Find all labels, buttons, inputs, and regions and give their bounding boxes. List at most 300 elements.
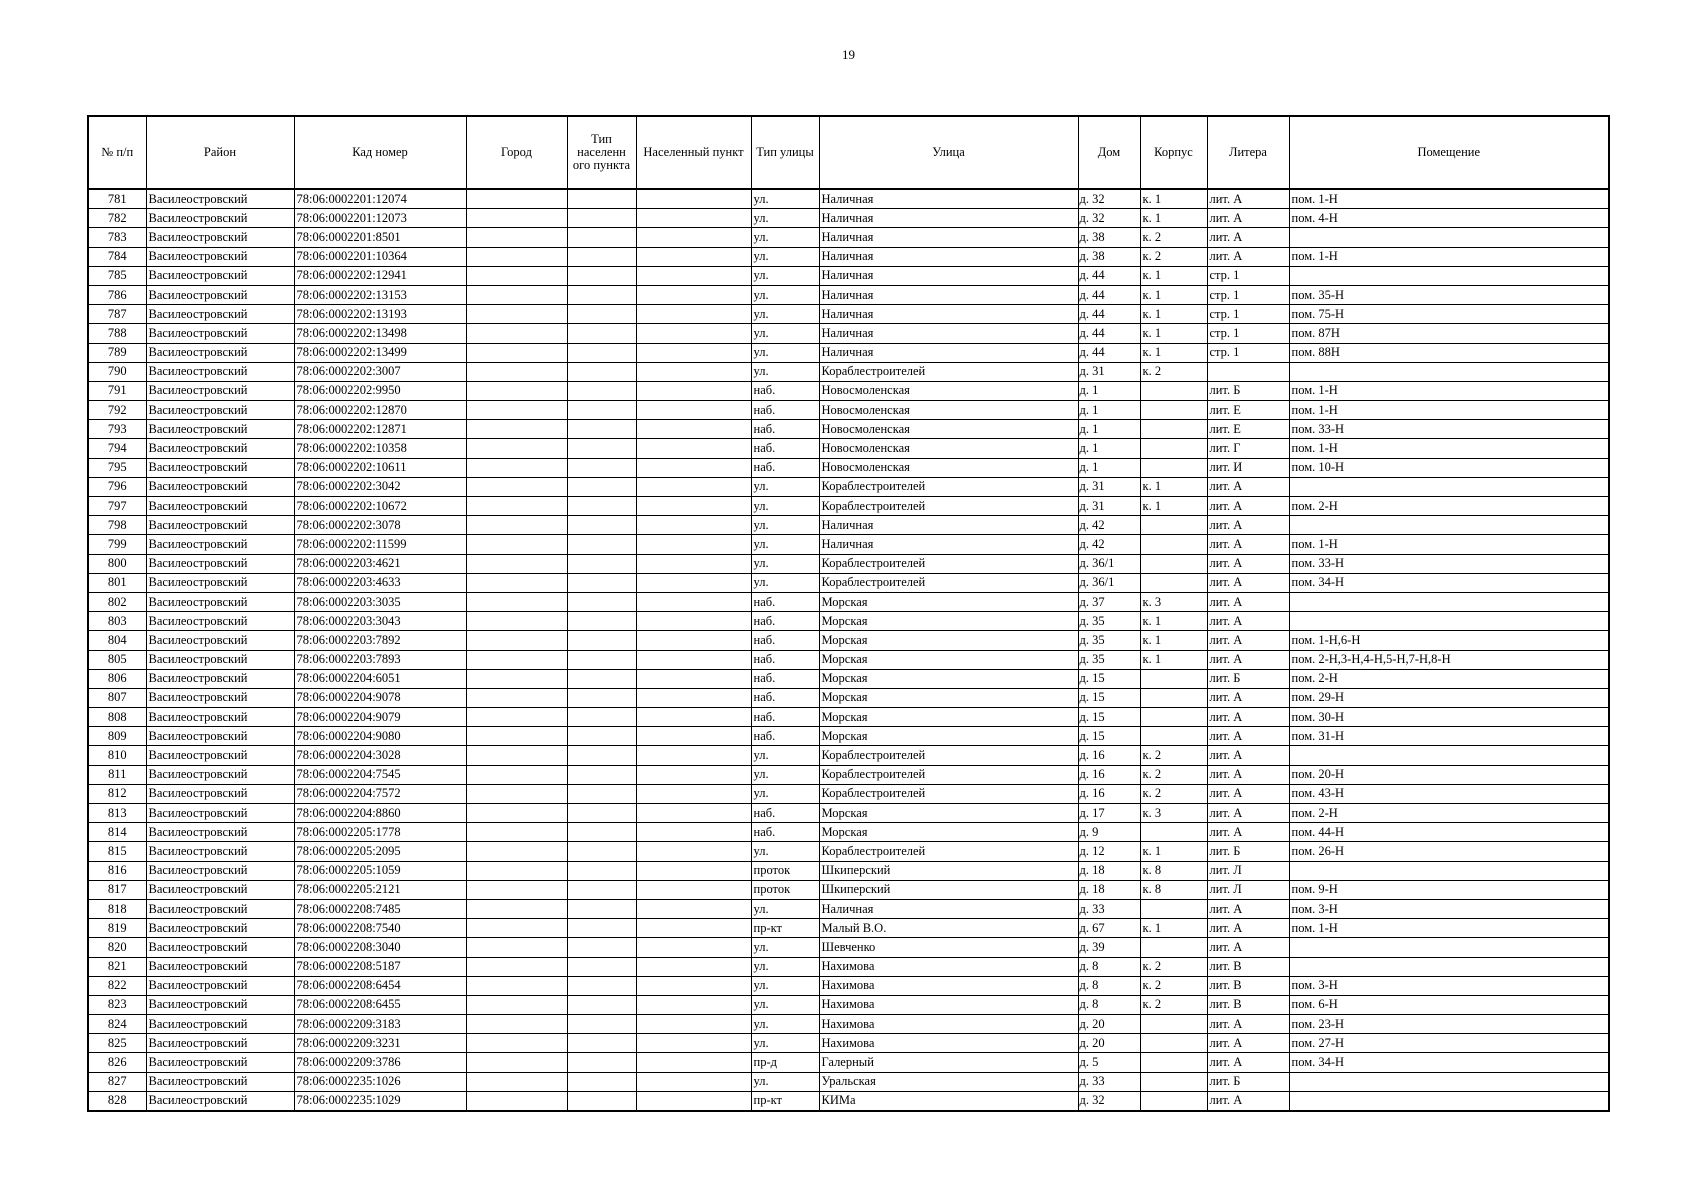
cell-cad: 78:06:0002202:10611 (294, 458, 466, 477)
cell-letter: лит. Б (1207, 1072, 1289, 1091)
cell-street: Наличная (819, 535, 1078, 554)
cell-letter: лит. А (1207, 823, 1289, 842)
cell-house: д. 15 (1078, 688, 1140, 707)
cell-letter: лит. А (1207, 804, 1289, 823)
cell-street: Нахимова (819, 957, 1078, 976)
cell-letter: лит. А (1207, 1015, 1289, 1034)
cell-district: Василеостровский (146, 823, 294, 842)
cell-building (1140, 535, 1207, 554)
cell-num: 808 (88, 708, 146, 727)
cell-settlement (636, 784, 751, 803)
table-row (88, 746, 1609, 765)
cell-district: Василеостровский (146, 1034, 294, 1053)
cell-building: к. 1 (1140, 842, 1207, 861)
cell-street_type: наб. (751, 688, 819, 707)
cell-house: д. 32 (1078, 209, 1140, 228)
table-row (88, 727, 1609, 746)
cell-house: д. 44 (1078, 343, 1140, 362)
cell-cad: 78:06:0002202:3007 (294, 362, 466, 381)
cell-city (466, 1053, 567, 1072)
table-row (88, 381, 1609, 400)
cell-city (466, 1091, 567, 1111)
cell-premises: пом. 6-Н (1289, 995, 1609, 1014)
cell-premises: пом. 1-Н (1289, 401, 1609, 420)
cell-street: Морская (819, 708, 1078, 727)
cell-district: Василеостровский (146, 381, 294, 400)
cell-cad: 78:06:0002202:13499 (294, 343, 466, 362)
cell-letter: лит. Б (1207, 669, 1289, 688)
cell-district: Василеостровский (146, 765, 294, 784)
cell-premises: пом. 1-Н (1289, 189, 1609, 209)
cell-street_type: ул. (751, 1034, 819, 1053)
cell-cad: 78:06:0002204:7545 (294, 765, 466, 784)
table-row (88, 228, 1609, 247)
cell-street: Новосмоленская (819, 420, 1078, 439)
table-row (88, 976, 1609, 995)
cell-cad: 78:06:0002204:9079 (294, 708, 466, 727)
cell-num: 803 (88, 612, 146, 631)
cell-num: 823 (88, 995, 146, 1014)
cell-settlement (636, 477, 751, 496)
cell-settlement_type (567, 381, 636, 400)
cell-settlement_type (567, 631, 636, 650)
table-row (88, 343, 1609, 362)
cell-premises (1289, 477, 1609, 496)
cell-num: 784 (88, 247, 146, 266)
cell-letter: лит. Б (1207, 381, 1289, 400)
cell-house: д. 33 (1078, 1072, 1140, 1091)
cell-cad: 78:06:0002202:12941 (294, 266, 466, 285)
cell-letter: лит. А (1207, 554, 1289, 573)
column-header-district: Район (146, 116, 294, 189)
cell-letter: лит. А (1207, 612, 1289, 631)
cell-street_type: проток (751, 880, 819, 899)
cell-settlement_type (567, 228, 636, 247)
cell-district: Василеостровский (146, 919, 294, 938)
cell-settlement (636, 995, 751, 1014)
cell-num: 826 (88, 1053, 146, 1072)
cell-city (466, 228, 567, 247)
cell-street_type: наб. (751, 420, 819, 439)
cell-premises: пом. 20-Н (1289, 765, 1609, 784)
cell-street_type: ул. (751, 343, 819, 362)
cell-building: к. 2 (1140, 995, 1207, 1014)
cell-cad: 78:06:0002203:4621 (294, 554, 466, 573)
cell-city (466, 784, 567, 803)
cell-settlement_type (567, 1034, 636, 1053)
cell-premises: пом. 33-Н (1289, 420, 1609, 439)
cell-num: 828 (88, 1091, 146, 1111)
cell-district: Василеостровский (146, 880, 294, 899)
cell-settlement_type (567, 612, 636, 631)
cell-num: 811 (88, 765, 146, 784)
table-row (88, 708, 1609, 727)
cell-city (466, 535, 567, 554)
cell-premises: пом. 29-Н (1289, 688, 1609, 707)
cell-building (1140, 439, 1207, 458)
cell-num: 824 (88, 1015, 146, 1034)
cell-city (466, 554, 567, 573)
table-row (88, 938, 1609, 957)
cell-building: к. 2 (1140, 784, 1207, 803)
cell-city (466, 727, 567, 746)
cell-city (466, 458, 567, 477)
cell-city (466, 381, 567, 400)
cell-settlement_type (567, 439, 636, 458)
cell-city (466, 1072, 567, 1091)
cell-street_type: наб. (751, 650, 819, 669)
cell-letter: лит. А (1207, 631, 1289, 650)
cell-premises (1289, 1072, 1609, 1091)
cell-house: д. 44 (1078, 305, 1140, 324)
cell-house: д. 1 (1078, 458, 1140, 477)
cell-street_type: ул. (751, 305, 819, 324)
cell-cad: 78:06:0002205:1059 (294, 861, 466, 880)
cell-street_type: ул. (751, 324, 819, 343)
cell-letter: лит. В (1207, 995, 1289, 1014)
cell-street: Кораблестроителей (819, 765, 1078, 784)
cell-letter: лит. А (1207, 535, 1289, 554)
column-header-settlement_type: Тип населенн ого пункта (567, 116, 636, 189)
cell-cad: 78:06:0002202:10672 (294, 497, 466, 516)
cell-building: к. 1 (1140, 324, 1207, 343)
cell-building: к. 1 (1140, 650, 1207, 669)
table-row (88, 189, 1609, 209)
cell-street_type: ул. (751, 899, 819, 918)
cell-num: 793 (88, 420, 146, 439)
cell-cad: 78:06:0002205:2121 (294, 880, 466, 899)
cell-street: Наличная (819, 285, 1078, 304)
cell-district: Василеостровский (146, 305, 294, 324)
cell-street: Новосмоленская (819, 401, 1078, 420)
cell-cad: 78:06:0002208:7485 (294, 899, 466, 918)
cell-house: д. 18 (1078, 861, 1140, 880)
cell-cad: 78:06:0002202:12870 (294, 401, 466, 420)
table-row (88, 516, 1609, 535)
cell-building: к. 1 (1140, 285, 1207, 304)
cell-district: Василеостровский (146, 420, 294, 439)
cell-house: д. 67 (1078, 919, 1140, 938)
cell-premises (1289, 266, 1609, 285)
cell-street_type: наб. (751, 727, 819, 746)
cell-house: д. 15 (1078, 708, 1140, 727)
cell-district: Василеостровский (146, 976, 294, 995)
cell-city (466, 976, 567, 995)
cell-num: 794 (88, 439, 146, 458)
cell-city (466, 305, 567, 324)
cell-premises: пом. 9-Н (1289, 880, 1609, 899)
table-row (88, 1015, 1609, 1034)
cell-city (466, 880, 567, 899)
table-row (88, 880, 1609, 899)
cell-city (466, 823, 567, 842)
cell-district: Василеостровский (146, 1072, 294, 1091)
cell-premises: пом. 10-Н (1289, 458, 1609, 477)
cell-cad: 78:06:0002208:3040 (294, 938, 466, 957)
cell-house: д. 32 (1078, 1091, 1140, 1111)
cell-cad: 78:06:0002235:1029 (294, 1091, 466, 1111)
cell-settlement_type (567, 650, 636, 669)
table-row (88, 458, 1609, 477)
column-header-street_type: Тип улицы (751, 116, 819, 189)
table-row (88, 1034, 1609, 1053)
cell-settlement (636, 938, 751, 957)
cell-settlement (636, 823, 751, 842)
cell-num: 807 (88, 688, 146, 707)
cell-num: 788 (88, 324, 146, 343)
cell-premises: пом. 26-Н (1289, 842, 1609, 861)
cell-building: к. 1 (1140, 266, 1207, 285)
cell-settlement (636, 1015, 751, 1034)
cell-street_type: наб. (751, 612, 819, 631)
cell-premises (1289, 746, 1609, 765)
cell-premises: пом. 1-Н,6-Н (1289, 631, 1609, 650)
cell-letter: стр. 1 (1207, 305, 1289, 324)
cell-street_type: ул. (751, 765, 819, 784)
cell-house: д. 20 (1078, 1015, 1140, 1034)
cell-settlement_type (567, 976, 636, 995)
cell-settlement (636, 727, 751, 746)
cell-settlement (636, 1034, 751, 1053)
cell-district: Василеостровский (146, 804, 294, 823)
column-header-house: Дом (1078, 116, 1140, 189)
cell-street_type: наб. (751, 804, 819, 823)
cell-settlement_type (567, 1053, 636, 1072)
table-row (88, 919, 1609, 938)
cell-premises: пом. 34-Н (1289, 573, 1609, 592)
cell-settlement_type (567, 516, 636, 535)
cell-building: к. 1 (1140, 209, 1207, 228)
column-header-letter: Литера (1207, 116, 1289, 189)
cell-cad: 78:06:0002208:6455 (294, 995, 466, 1014)
cell-letter: лит. Е (1207, 420, 1289, 439)
header-row (88, 116, 1609, 189)
cell-settlement_type (567, 1091, 636, 1111)
cell-letter: лит. А (1207, 228, 1289, 247)
cell-letter: лит. И (1207, 458, 1289, 477)
cell-building: к. 1 (1140, 477, 1207, 496)
cell-street_type: ул. (751, 976, 819, 995)
cell-street: Морская (819, 688, 1078, 707)
cell-building (1140, 727, 1207, 746)
cell-letter: стр. 1 (1207, 343, 1289, 362)
table-row (88, 554, 1609, 573)
cell-house: д. 37 (1078, 592, 1140, 611)
column-header-building: Корпус (1140, 116, 1207, 189)
cell-settlement (636, 1053, 751, 1072)
cell-street_type: проток (751, 861, 819, 880)
column-header-cad: Кад номер (294, 116, 466, 189)
cell-street_type: ул. (751, 573, 819, 592)
cell-city (466, 189, 567, 209)
cell-building: к. 1 (1140, 343, 1207, 362)
cell-district: Василеостровский (146, 708, 294, 727)
cell-premises: пом. 23-Н (1289, 1015, 1609, 1034)
cell-premises (1289, 362, 1609, 381)
cell-city (466, 688, 567, 707)
cell-house: д. 35 (1078, 631, 1140, 650)
cell-street_type: ул. (751, 362, 819, 381)
cell-settlement (636, 957, 751, 976)
cell-house: д. 42 (1078, 535, 1140, 554)
cell-settlement_type (567, 554, 636, 573)
cell-premises: пом. 1-Н (1289, 381, 1609, 400)
cell-cad: 78:06:0002201:12073 (294, 209, 466, 228)
cell-district: Василеостровский (146, 612, 294, 631)
cell-premises: пом. 43-Н (1289, 784, 1609, 803)
cell-city (466, 285, 567, 304)
cell-cad: 78:06:0002204:9078 (294, 688, 466, 707)
cell-street: Кораблестроителей (819, 573, 1078, 592)
cell-building: к. 2 (1140, 957, 1207, 976)
cell-street_type: ул. (751, 228, 819, 247)
cell-letter: лит. Б (1207, 842, 1289, 861)
cell-street: Нахимова (819, 995, 1078, 1014)
table-row (88, 861, 1609, 880)
cell-cad: 78:06:0002209:3231 (294, 1034, 466, 1053)
cell-letter: лит. А (1207, 1034, 1289, 1053)
cell-building (1140, 554, 1207, 573)
cell-num: 802 (88, 592, 146, 611)
cell-num: 801 (88, 573, 146, 592)
cell-city (466, 669, 567, 688)
cell-premises: пом. 1-Н (1289, 439, 1609, 458)
cell-building: к. 1 (1140, 305, 1207, 324)
cell-city (466, 477, 567, 496)
cell-city (466, 324, 567, 343)
cell-street: Морская (819, 612, 1078, 631)
cell-num: 789 (88, 343, 146, 362)
cell-settlement_type (567, 842, 636, 861)
cell-num: 786 (88, 285, 146, 304)
cell-settlement_type (567, 919, 636, 938)
cell-premises: пом. 27-Н (1289, 1034, 1609, 1053)
cell-street: Наличная (819, 189, 1078, 209)
cell-street_type: наб. (751, 592, 819, 611)
cell-letter: лит. А (1207, 650, 1289, 669)
cell-settlement_type (567, 535, 636, 554)
table-row (88, 535, 1609, 554)
cell-settlement (636, 305, 751, 324)
cell-num: 787 (88, 305, 146, 324)
cell-cad: 78:06:0002203:3035 (294, 592, 466, 611)
cell-street_type: ул. (751, 995, 819, 1014)
cell-num: 804 (88, 631, 146, 650)
cell-letter: лит. А (1207, 573, 1289, 592)
cell-building (1140, 708, 1207, 727)
cell-street_type: ул. (751, 842, 819, 861)
cell-house: д. 16 (1078, 765, 1140, 784)
cell-city (466, 650, 567, 669)
cell-settlement (636, 420, 751, 439)
cell-num: 785 (88, 266, 146, 285)
cell-house: д. 42 (1078, 516, 1140, 535)
cell-settlement_type (567, 497, 636, 516)
cell-cad: 78:06:0002204:6051 (294, 669, 466, 688)
cell-building: к. 1 (1140, 919, 1207, 938)
cell-street: Морская (819, 823, 1078, 842)
cell-city (466, 401, 567, 420)
table-row (88, 1053, 1609, 1072)
cell-cad: 78:06:0002208:5187 (294, 957, 466, 976)
table-row (88, 285, 1609, 304)
cell-letter: лит. Л (1207, 880, 1289, 899)
column-header-settlement: Населенный пункт (636, 116, 751, 189)
cell-cad: 78:06:0002235:1026 (294, 1072, 466, 1091)
cell-settlement (636, 592, 751, 611)
table-row (88, 995, 1609, 1014)
cell-settlement (636, 439, 751, 458)
cell-cad: 78:06:0002202:13498 (294, 324, 466, 343)
cell-district: Василеостровский (146, 189, 294, 209)
cell-settlement_type (567, 266, 636, 285)
cell-district: Василеостровский (146, 938, 294, 957)
column-header-premises: Помещение (1289, 116, 1609, 189)
cell-cad: 78:06:0002208:6454 (294, 976, 466, 995)
cell-street: Наличная (819, 209, 1078, 228)
table-row (88, 823, 1609, 842)
cell-premises (1289, 861, 1609, 880)
cell-building: к. 1 (1140, 189, 1207, 209)
cell-street_type: пр-д (751, 1053, 819, 1072)
cell-house: д. 12 (1078, 842, 1140, 861)
table-row (88, 842, 1609, 861)
cell-settlement (636, 804, 751, 823)
cell-house: д. 8 (1078, 957, 1140, 976)
cell-district: Василеостровский (146, 842, 294, 861)
cell-street_type: наб. (751, 631, 819, 650)
cell-street: Новосмоленская (819, 458, 1078, 477)
cell-street: Кораблестроителей (819, 784, 1078, 803)
cell-district: Василеостровский (146, 247, 294, 266)
cell-cad: 78:06:0002203:7893 (294, 650, 466, 669)
cell-building (1140, 1015, 1207, 1034)
cell-district: Василеостровский (146, 957, 294, 976)
cell-letter: лит. А (1207, 688, 1289, 707)
cell-cad: 78:06:0002202:9950 (294, 381, 466, 400)
cell-settlement (636, 189, 751, 209)
cell-street: Наличная (819, 247, 1078, 266)
cell-district: Василеостровский (146, 861, 294, 880)
cell-settlement_type (567, 995, 636, 1014)
cell-cad: 78:06:0002202:10358 (294, 439, 466, 458)
cell-house: д. 38 (1078, 247, 1140, 266)
cell-num: 818 (88, 899, 146, 918)
table-row (88, 804, 1609, 823)
cell-premises: пом. 2-Н,3-Н,4-Н,5-Н,7-Н,8-Н (1289, 650, 1609, 669)
cell-house: д. 1 (1078, 439, 1140, 458)
cell-settlement (636, 497, 751, 516)
cell-building (1140, 1091, 1207, 1111)
cell-settlement_type (567, 285, 636, 304)
cell-district: Василеостровский (146, 516, 294, 535)
table-body (88, 189, 1609, 1111)
cell-street: Кораблестроителей (819, 497, 1078, 516)
cell-settlement (636, 554, 751, 573)
cell-street: Наличная (819, 516, 1078, 535)
cell-street_type: ул. (751, 1015, 819, 1034)
cell-cad: 78:06:0002201:8501 (294, 228, 466, 247)
cell-street: Уральская (819, 1072, 1078, 1091)
cell-house: д. 31 (1078, 362, 1140, 381)
table-row (88, 247, 1609, 266)
cell-settlement (636, 247, 751, 266)
cell-settlement (636, 401, 751, 420)
cell-city (466, 1034, 567, 1053)
cell-street_type: наб. (751, 381, 819, 400)
cell-building: к. 3 (1140, 804, 1207, 823)
cell-building: к. 2 (1140, 362, 1207, 381)
